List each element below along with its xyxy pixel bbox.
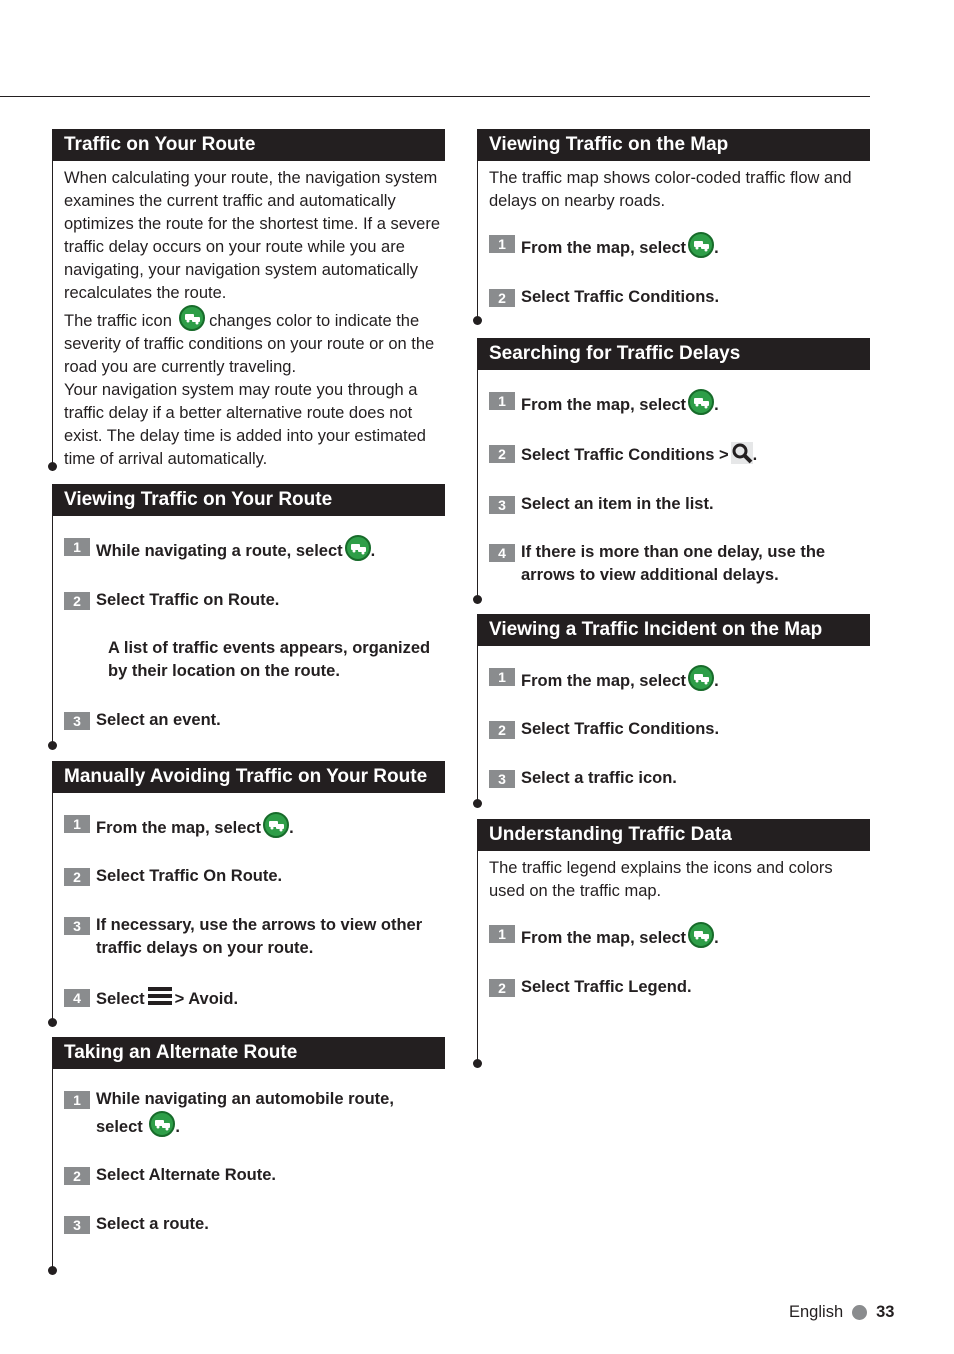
section-title: Taking an Alternate Route [52, 1037, 445, 1069]
step: 1 From the map, select . [64, 812, 445, 840]
step-number: 3 [489, 770, 515, 788]
section-end-dot [48, 741, 57, 750]
step [64, 1164, 445, 1187]
step-text: Select [96, 990, 145, 1008]
section-alternate-route [52, 1037, 445, 1236]
text: changes color to indicate the severity of traffic conditions on your route or on the road you are currently traveling. [64, 312, 435, 376]
top-rule [0, 96, 870, 97]
step-number: 2 [64, 592, 90, 610]
traffic-icon[interactable] [688, 665, 714, 691]
step-text: Select Alternate Route. [96, 1166, 277, 1184]
step-list [477, 665, 870, 790]
step: 1 While navigating a route, select . [64, 535, 445, 563]
section-body [477, 161, 870, 213]
section-searching-delays [477, 338, 870, 587]
paragraph: The traffic map shows color-coded traffic flow and delays on nearby roads. [489, 169, 852, 210]
step: 1 While navigating an automobile route, select . [64, 1088, 445, 1139]
step-number: 3 [64, 1216, 90, 1234]
step [489, 976, 870, 999]
traffic-icon[interactable] [263, 812, 289, 838]
section-end-dot [473, 799, 482, 808]
traffic-icon[interactable] [688, 389, 714, 415]
section-end-dot [473, 1059, 482, 1068]
step-list [477, 922, 870, 999]
section-traffic-on-route [52, 129, 445, 471]
step-text: While navigating an automobile route, select [96, 1090, 394, 1136]
section-rule [477, 645, 478, 803]
step-number: 3 [64, 917, 90, 935]
page-footer [789, 1301, 894, 1323]
step [64, 865, 445, 888]
step-text: If there is more than one delay, use the arrows to view additional delays. [521, 543, 826, 584]
section-end-dot [48, 1266, 57, 1275]
menu-icon[interactable] [148, 986, 172, 1006]
footer-language: English [789, 1303, 844, 1321]
step [64, 589, 445, 612]
step [489, 493, 870, 516]
section-traffic-incident [477, 614, 870, 790]
section-end-dot [473, 595, 482, 604]
traffic-icon[interactable] [149, 1111, 175, 1137]
step-number: 2 [489, 289, 515, 307]
step-text: From the map, select [521, 239, 687, 257]
step-text: Select Traffic Legend. [521, 978, 692, 996]
page-number: 33 [876, 1303, 895, 1321]
step: 1 From the map, select . [489, 665, 870, 693]
step-list [477, 389, 870, 587]
section-title: Viewing Traffic on Your Route [52, 484, 445, 516]
step-number: 2 [64, 1167, 90, 1185]
step-text: Select Traffic Conditions. [521, 288, 720, 306]
step-text: Select Traffic On Route. [96, 867, 283, 885]
paragraph: Your navigation system may route you through a traffic delay if a better alternative route does not exist. The delay time is added into your estimated time of arrival automatically. [64, 381, 426, 468]
section-title: Viewing a Traffic Incident on the Map [477, 614, 870, 646]
step-text: From the map, select [521, 929, 687, 947]
step-number: 1 [489, 235, 515, 253]
step: 1 From the map, select . [489, 389, 870, 417]
step-list [477, 232, 870, 309]
step: 1 From the map, select . [489, 232, 870, 260]
step-text: Select a route. [96, 1215, 209, 1233]
step-text: Select Traffic Conditions > [521, 446, 729, 464]
step-text: Select an event. [96, 711, 221, 729]
search-icon[interactable] [731, 442, 753, 464]
step-number: 1 [489, 392, 515, 410]
step-number: 4 [489, 544, 515, 562]
section-avoiding-traffic [52, 761, 445, 1011]
step-text: From the map, select [521, 396, 687, 414]
section-body [52, 161, 445, 471]
step-number: 3 [64, 712, 90, 730]
step-text: While navigating a route, select [96, 542, 343, 560]
traffic-icon [179, 305, 205, 331]
section-title: Manually Avoiding Traffic on Your Route [52, 761, 445, 793]
step-number: 2 [489, 721, 515, 739]
step [489, 286, 870, 309]
footer-separator-dot [852, 1305, 867, 1320]
traffic-icon[interactable] [345, 535, 371, 561]
step-number: 3 [489, 496, 515, 514]
step [489, 718, 870, 741]
step-text: If necessary, use the arrows to view other traffic delays on your route. [96, 916, 423, 957]
step-text: Select a traffic icon. [521, 769, 677, 787]
section-title: Traffic on Your Route [52, 129, 445, 161]
section-rule [52, 1068, 53, 1270]
text: The traffic icon [64, 312, 172, 330]
step: 2 Select Traffic Conditions > . [489, 442, 870, 467]
section-viewing-traffic-route [52, 484, 445, 732]
section-rule [52, 792, 53, 1022]
step-number: 1 [64, 1091, 90, 1109]
paragraph [64, 305, 445, 379]
section-body [477, 851, 870, 903]
step [64, 709, 445, 732]
step-text: Select Traffic Conditions. [521, 720, 720, 738]
paragraph: When calculating your route, the navigation system examines the current traffic and automatically optimizes the route for the shortest time. If a severe traffic delay occurs on your route while you are navigating, your navigation system automatically recalculates the route. [64, 169, 441, 302]
step [489, 541, 870, 587]
section-understanding-traffic [477, 819, 870, 999]
step-text: From the map, select [96, 819, 262, 837]
paragraph: The traffic legend explains the icons and colors used on the traffic map. [489, 859, 833, 900]
step-number: 4 [64, 989, 90, 1007]
step [64, 1213, 445, 1236]
step-list [52, 812, 445, 1011]
section-title: Searching for Traffic Delays [477, 338, 870, 370]
step-number: 1 [64, 815, 90, 833]
section-rule [477, 160, 478, 320]
step-text: From the map, select [521, 672, 687, 690]
step: 1 From the map, select . [489, 922, 870, 950]
traffic-icon[interactable] [688, 232, 714, 258]
section-title: Understanding Traffic Data [477, 819, 870, 851]
section-rule [477, 850, 478, 1063]
step-number: 2 [489, 445, 515, 463]
step [64, 914, 445, 960]
step-text: Select Traffic on Route. [96, 591, 280, 609]
section-rule [477, 369, 478, 599]
step-number: 2 [64, 868, 90, 886]
step [64, 986, 445, 1011]
step-list [52, 535, 445, 732]
traffic-icon[interactable] [688, 922, 714, 948]
section-viewing-traffic-map [477, 129, 870, 309]
section-title: Viewing Traffic on the Map [477, 129, 870, 161]
step-number: 1 [489, 925, 515, 943]
step-number: 2 [489, 979, 515, 997]
section-rule [52, 160, 53, 471]
section-end-dot [48, 1018, 57, 1027]
step-note: A list of traffic events appears, organized by their location on the route. [108, 639, 431, 680]
section-end-dot [473, 316, 482, 325]
step [489, 767, 870, 790]
section-end-dot [48, 462, 57, 471]
step-text: > Avoid. [174, 990, 239, 1008]
step-text: Select an item in the list. [521, 495, 714, 513]
section-rule [52, 515, 53, 745]
step-number: 1 [64, 538, 90, 556]
step-list [52, 1088, 445, 1236]
step-number: 1 [489, 668, 515, 686]
